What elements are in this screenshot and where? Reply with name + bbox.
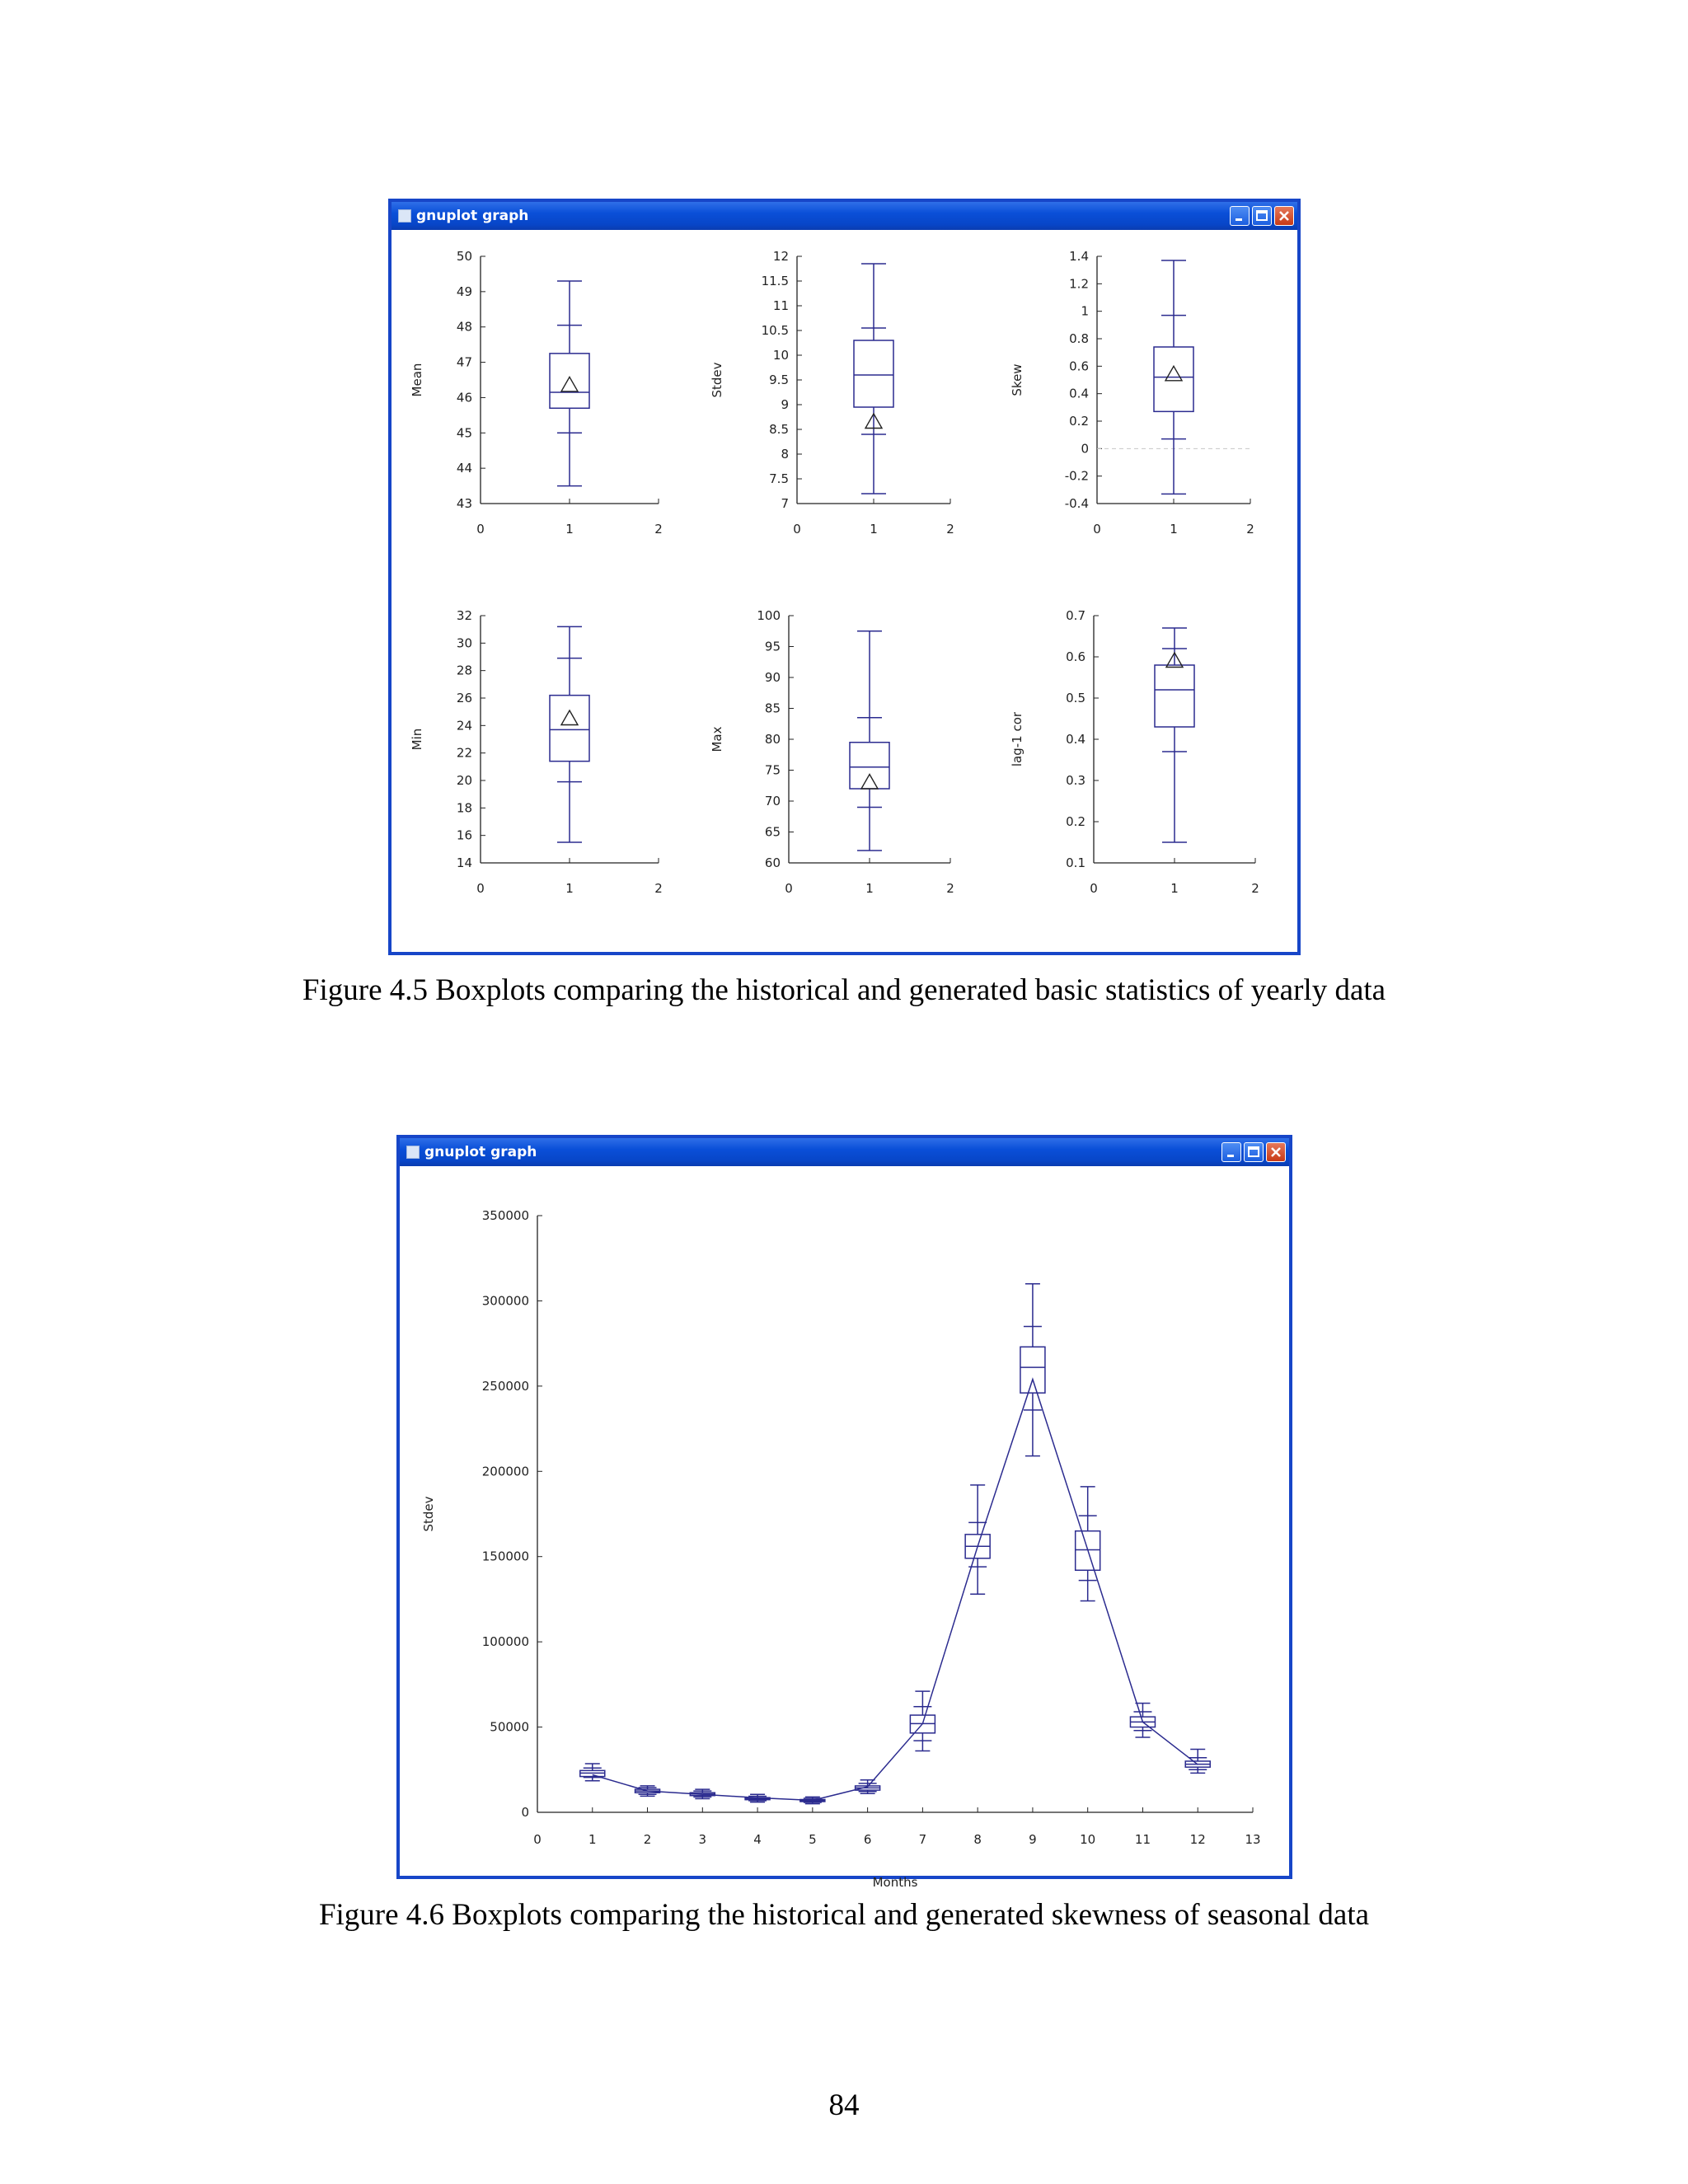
y-tick-label: 0.6 bbox=[1069, 359, 1089, 374]
y-tick-label: 30 bbox=[456, 635, 472, 651]
chart-panel-max bbox=[710, 608, 954, 896]
boxplot-grid-yearly-statistics bbox=[392, 230, 1297, 952]
historical-value-triangle bbox=[561, 377, 578, 391]
minimize-icon bbox=[1231, 207, 1249, 225]
x-tick-label: 2 bbox=[654, 522, 663, 537]
gnuplot-window-figure-4-5 bbox=[388, 199, 1301, 955]
interquartile-box bbox=[1020, 1347, 1045, 1393]
box-whisker-9 bbox=[1020, 1284, 1045, 1456]
window-controls bbox=[1221, 1142, 1286, 1162]
x-tick-label: 0 bbox=[785, 881, 793, 896]
window-controls bbox=[1230, 206, 1294, 226]
x-tick-label: 2 bbox=[1246, 522, 1254, 537]
y-axis-label: Stdev bbox=[421, 1496, 436, 1532]
minimize-button[interactable] bbox=[1230, 206, 1250, 226]
window-title: gnuplot graph bbox=[424, 1144, 537, 1160]
gnuplot-app-icon bbox=[406, 1146, 420, 1159]
x-axis-label: Months bbox=[872, 1875, 918, 1890]
y-tick-label: 300000 bbox=[481, 1293, 529, 1309]
box-whisker-1 bbox=[550, 281, 589, 486]
y-tick-label: 200000 bbox=[481, 1464, 529, 1479]
x-tick-label: 7 bbox=[918, 1832, 927, 1847]
maximize-button[interactable] bbox=[1244, 1142, 1264, 1162]
y-tick-label: 0.4 bbox=[1066, 732, 1085, 747]
chart-panel-min bbox=[410, 608, 663, 896]
y-tick-label: 9.5 bbox=[769, 373, 789, 387]
y-axis-label: Max bbox=[710, 726, 724, 752]
x-tick-label: 4 bbox=[753, 1832, 762, 1847]
y-axis-label: Mean bbox=[410, 363, 424, 397]
y-tick-label: 85 bbox=[764, 701, 781, 716]
y-tick-label: 11 bbox=[772, 298, 789, 313]
y-tick-label: 100000 bbox=[481, 1634, 529, 1650]
x-tick-label: 2 bbox=[654, 881, 663, 896]
y-tick-label: 0.5 bbox=[1066, 691, 1085, 705]
interquartile-box bbox=[1154, 347, 1193, 411]
maximize-button[interactable] bbox=[1252, 206, 1272, 226]
y-tick-label: 49 bbox=[456, 284, 472, 299]
y-tick-label: 16 bbox=[456, 827, 472, 843]
y-tick-label: 9 bbox=[781, 397, 789, 412]
y-tick-label: 0.3 bbox=[1066, 773, 1085, 788]
y-tick-label: 32 bbox=[456, 608, 472, 623]
figure-4-6-caption: Figure 4.6 Boxplots comparing the historical and generated skewness of seasonal data bbox=[318, 1898, 1370, 1932]
x-tick-label: 2 bbox=[946, 522, 954, 537]
box-whisker-8 bbox=[965, 1485, 990, 1594]
y-tick-label: 0.1 bbox=[1066, 855, 1085, 870]
x-tick-label: 5 bbox=[809, 1832, 817, 1847]
box-whisker-1 bbox=[1154, 260, 1193, 494]
x-tick-label: 11 bbox=[1134, 1832, 1151, 1847]
chart-panel-mean bbox=[410, 249, 663, 537]
y-tick-label: 14 bbox=[456, 855, 472, 870]
interquartile-box bbox=[550, 696, 589, 762]
x-tick-label: 2 bbox=[946, 881, 954, 896]
chart-panel-stdev bbox=[710, 249, 954, 537]
chart-panel-stdev bbox=[421, 1208, 1261, 1890]
y-tick-label: 50000 bbox=[490, 1719, 529, 1735]
y-tick-label: 150000 bbox=[481, 1549, 529, 1564]
box-whisker-7 bbox=[910, 1691, 935, 1750]
x-tick-label: 0 bbox=[533, 1832, 542, 1847]
boxplot-monthly-stdev bbox=[400, 1166, 1289, 1890]
box-whisker-12 bbox=[1185, 1749, 1210, 1773]
x-tick-label: 1 bbox=[865, 881, 874, 896]
y-tick-label: 0.8 bbox=[1069, 331, 1089, 346]
y-tick-label: 0.7 bbox=[1066, 608, 1085, 623]
interquartile-box bbox=[550, 354, 589, 408]
y-tick-label: 10.5 bbox=[761, 323, 789, 338]
x-tick-label: 0 bbox=[793, 522, 801, 537]
y-tick-label: 26 bbox=[456, 691, 472, 705]
box-whisker-1 bbox=[850, 631, 889, 851]
y-tick-label: 0.2 bbox=[1069, 414, 1089, 429]
x-tick-label: 1 bbox=[1170, 881, 1179, 896]
x-tick-label: 2 bbox=[1251, 881, 1259, 896]
x-tick-label: 2 bbox=[643, 1832, 652, 1847]
close-icon bbox=[1267, 1143, 1285, 1161]
close-button[interactable] bbox=[1266, 1142, 1286, 1162]
box-whisker-1 bbox=[1155, 628, 1194, 842]
x-tick-label: 0 bbox=[1090, 881, 1098, 896]
x-tick-label: 10 bbox=[1080, 1832, 1096, 1847]
y-tick-label: 20 bbox=[456, 773, 472, 788]
y-tick-label: 7.5 bbox=[769, 471, 789, 486]
y-tick-label: 60 bbox=[764, 855, 781, 870]
chart-panel-skew bbox=[1010, 249, 1254, 537]
y-tick-label: 8.5 bbox=[769, 422, 789, 437]
y-tick-label: 80 bbox=[764, 732, 781, 747]
y-axis-label: Stdev bbox=[710, 362, 724, 398]
x-tick-label: 0 bbox=[476, 881, 485, 896]
box-whisker-1 bbox=[550, 626, 589, 842]
maximize-icon bbox=[1245, 1143, 1263, 1161]
interquartile-box bbox=[850, 743, 889, 789]
y-tick-label: 10 bbox=[772, 348, 789, 363]
x-tick-label: 1 bbox=[565, 522, 574, 537]
y-tick-label: 8 bbox=[781, 447, 789, 462]
y-tick-label: 47 bbox=[456, 354, 472, 370]
x-tick-label: 12 bbox=[1189, 1832, 1206, 1847]
x-tick-label: 6 bbox=[863, 1832, 872, 1847]
y-tick-label: -0.2 bbox=[1064, 468, 1089, 484]
maximize-icon bbox=[1253, 207, 1271, 225]
y-tick-label: 0 bbox=[1081, 441, 1089, 457]
gnuplot-window-figure-4-6 bbox=[396, 1135, 1292, 1890]
box-whisker-1 bbox=[580, 1764, 605, 1781]
y-tick-label: 0.6 bbox=[1066, 649, 1085, 664]
close-button[interactable] bbox=[1274, 206, 1294, 226]
x-tick-label: 1 bbox=[588, 1832, 597, 1847]
window-titlebar[interactable] bbox=[392, 202, 1297, 230]
y-tick-label: 50 bbox=[456, 249, 472, 264]
box-whisker-1 bbox=[854, 264, 893, 494]
historical-value-triangle bbox=[861, 775, 878, 790]
y-axis-label: lag-1 cor bbox=[1010, 711, 1025, 767]
y-tick-label: 350000 bbox=[481, 1208, 529, 1223]
y-tick-label: 65 bbox=[764, 824, 781, 840]
minimize-button[interactable] bbox=[1221, 1142, 1241, 1162]
x-tick-label: 1 bbox=[565, 881, 574, 896]
y-tick-label: 46 bbox=[456, 390, 472, 405]
y-tick-label: 1 bbox=[1081, 303, 1089, 319]
close-icon bbox=[1275, 207, 1293, 225]
y-tick-label: 11.5 bbox=[761, 274, 789, 288]
y-tick-label: 100 bbox=[757, 608, 781, 623]
y-tick-label: 75 bbox=[764, 762, 781, 778]
x-tick-label: 13 bbox=[1245, 1832, 1261, 1847]
y-tick-label: 7 bbox=[781, 496, 789, 511]
interquartile-box bbox=[1155, 665, 1194, 727]
x-tick-label: 1 bbox=[1170, 522, 1178, 537]
x-tick-label: 9 bbox=[1029, 1832, 1037, 1847]
y-tick-label: 1.2 bbox=[1069, 276, 1089, 292]
y-axis-label: Skew bbox=[1010, 363, 1025, 396]
historical-stdev-line bbox=[593, 1380, 1198, 1801]
window-title: gnuplot graph bbox=[416, 208, 529, 224]
x-tick-label: 0 bbox=[476, 522, 485, 537]
y-tick-label: 43 bbox=[456, 496, 472, 511]
historical-value-triangle bbox=[1165, 366, 1182, 381]
window-titlebar[interactable] bbox=[400, 1138, 1289, 1166]
y-tick-label: 0.2 bbox=[1066, 814, 1085, 829]
y-tick-label: 90 bbox=[764, 670, 781, 685]
page-number: 84 bbox=[828, 2088, 860, 2122]
x-tick-label: 0 bbox=[1093, 522, 1101, 537]
y-axis-label: Min bbox=[410, 728, 424, 751]
y-tick-label: 0.4 bbox=[1069, 386, 1089, 401]
x-tick-label: 8 bbox=[973, 1832, 982, 1847]
y-tick-label: 0 bbox=[521, 1805, 529, 1820]
y-tick-label: 44 bbox=[456, 461, 472, 476]
y-tick-label: 250000 bbox=[481, 1378, 529, 1394]
y-tick-label: 12 bbox=[772, 249, 789, 264]
y-tick-label: 48 bbox=[456, 319, 472, 335]
y-tick-label: 22 bbox=[456, 745, 472, 761]
x-tick-label: 1 bbox=[870, 522, 878, 537]
x-tick-label: 3 bbox=[698, 1832, 707, 1847]
y-tick-label: 70 bbox=[764, 794, 781, 808]
y-tick-label: -0.4 bbox=[1064, 496, 1089, 511]
interquartile-box bbox=[854, 340, 893, 407]
historical-value-triangle bbox=[561, 710, 578, 725]
gnuplot-app-icon bbox=[398, 209, 411, 223]
figure-4-5-caption: Figure 4.5 Boxplots comparing the historical and generated basic statistics of yearly data bbox=[302, 973, 1386, 1007]
y-tick-label: 24 bbox=[456, 718, 472, 733]
box-whisker-10 bbox=[1076, 1487, 1100, 1601]
y-tick-label: 1.4 bbox=[1069, 249, 1089, 264]
y-tick-label: 95 bbox=[764, 639, 781, 654]
minimize-icon bbox=[1222, 1143, 1240, 1161]
chart-panel-lag-1-cor bbox=[1010, 608, 1259, 896]
y-tick-label: 18 bbox=[456, 800, 472, 816]
y-tick-label: 28 bbox=[456, 663, 472, 678]
y-tick-label: 45 bbox=[456, 425, 472, 441]
